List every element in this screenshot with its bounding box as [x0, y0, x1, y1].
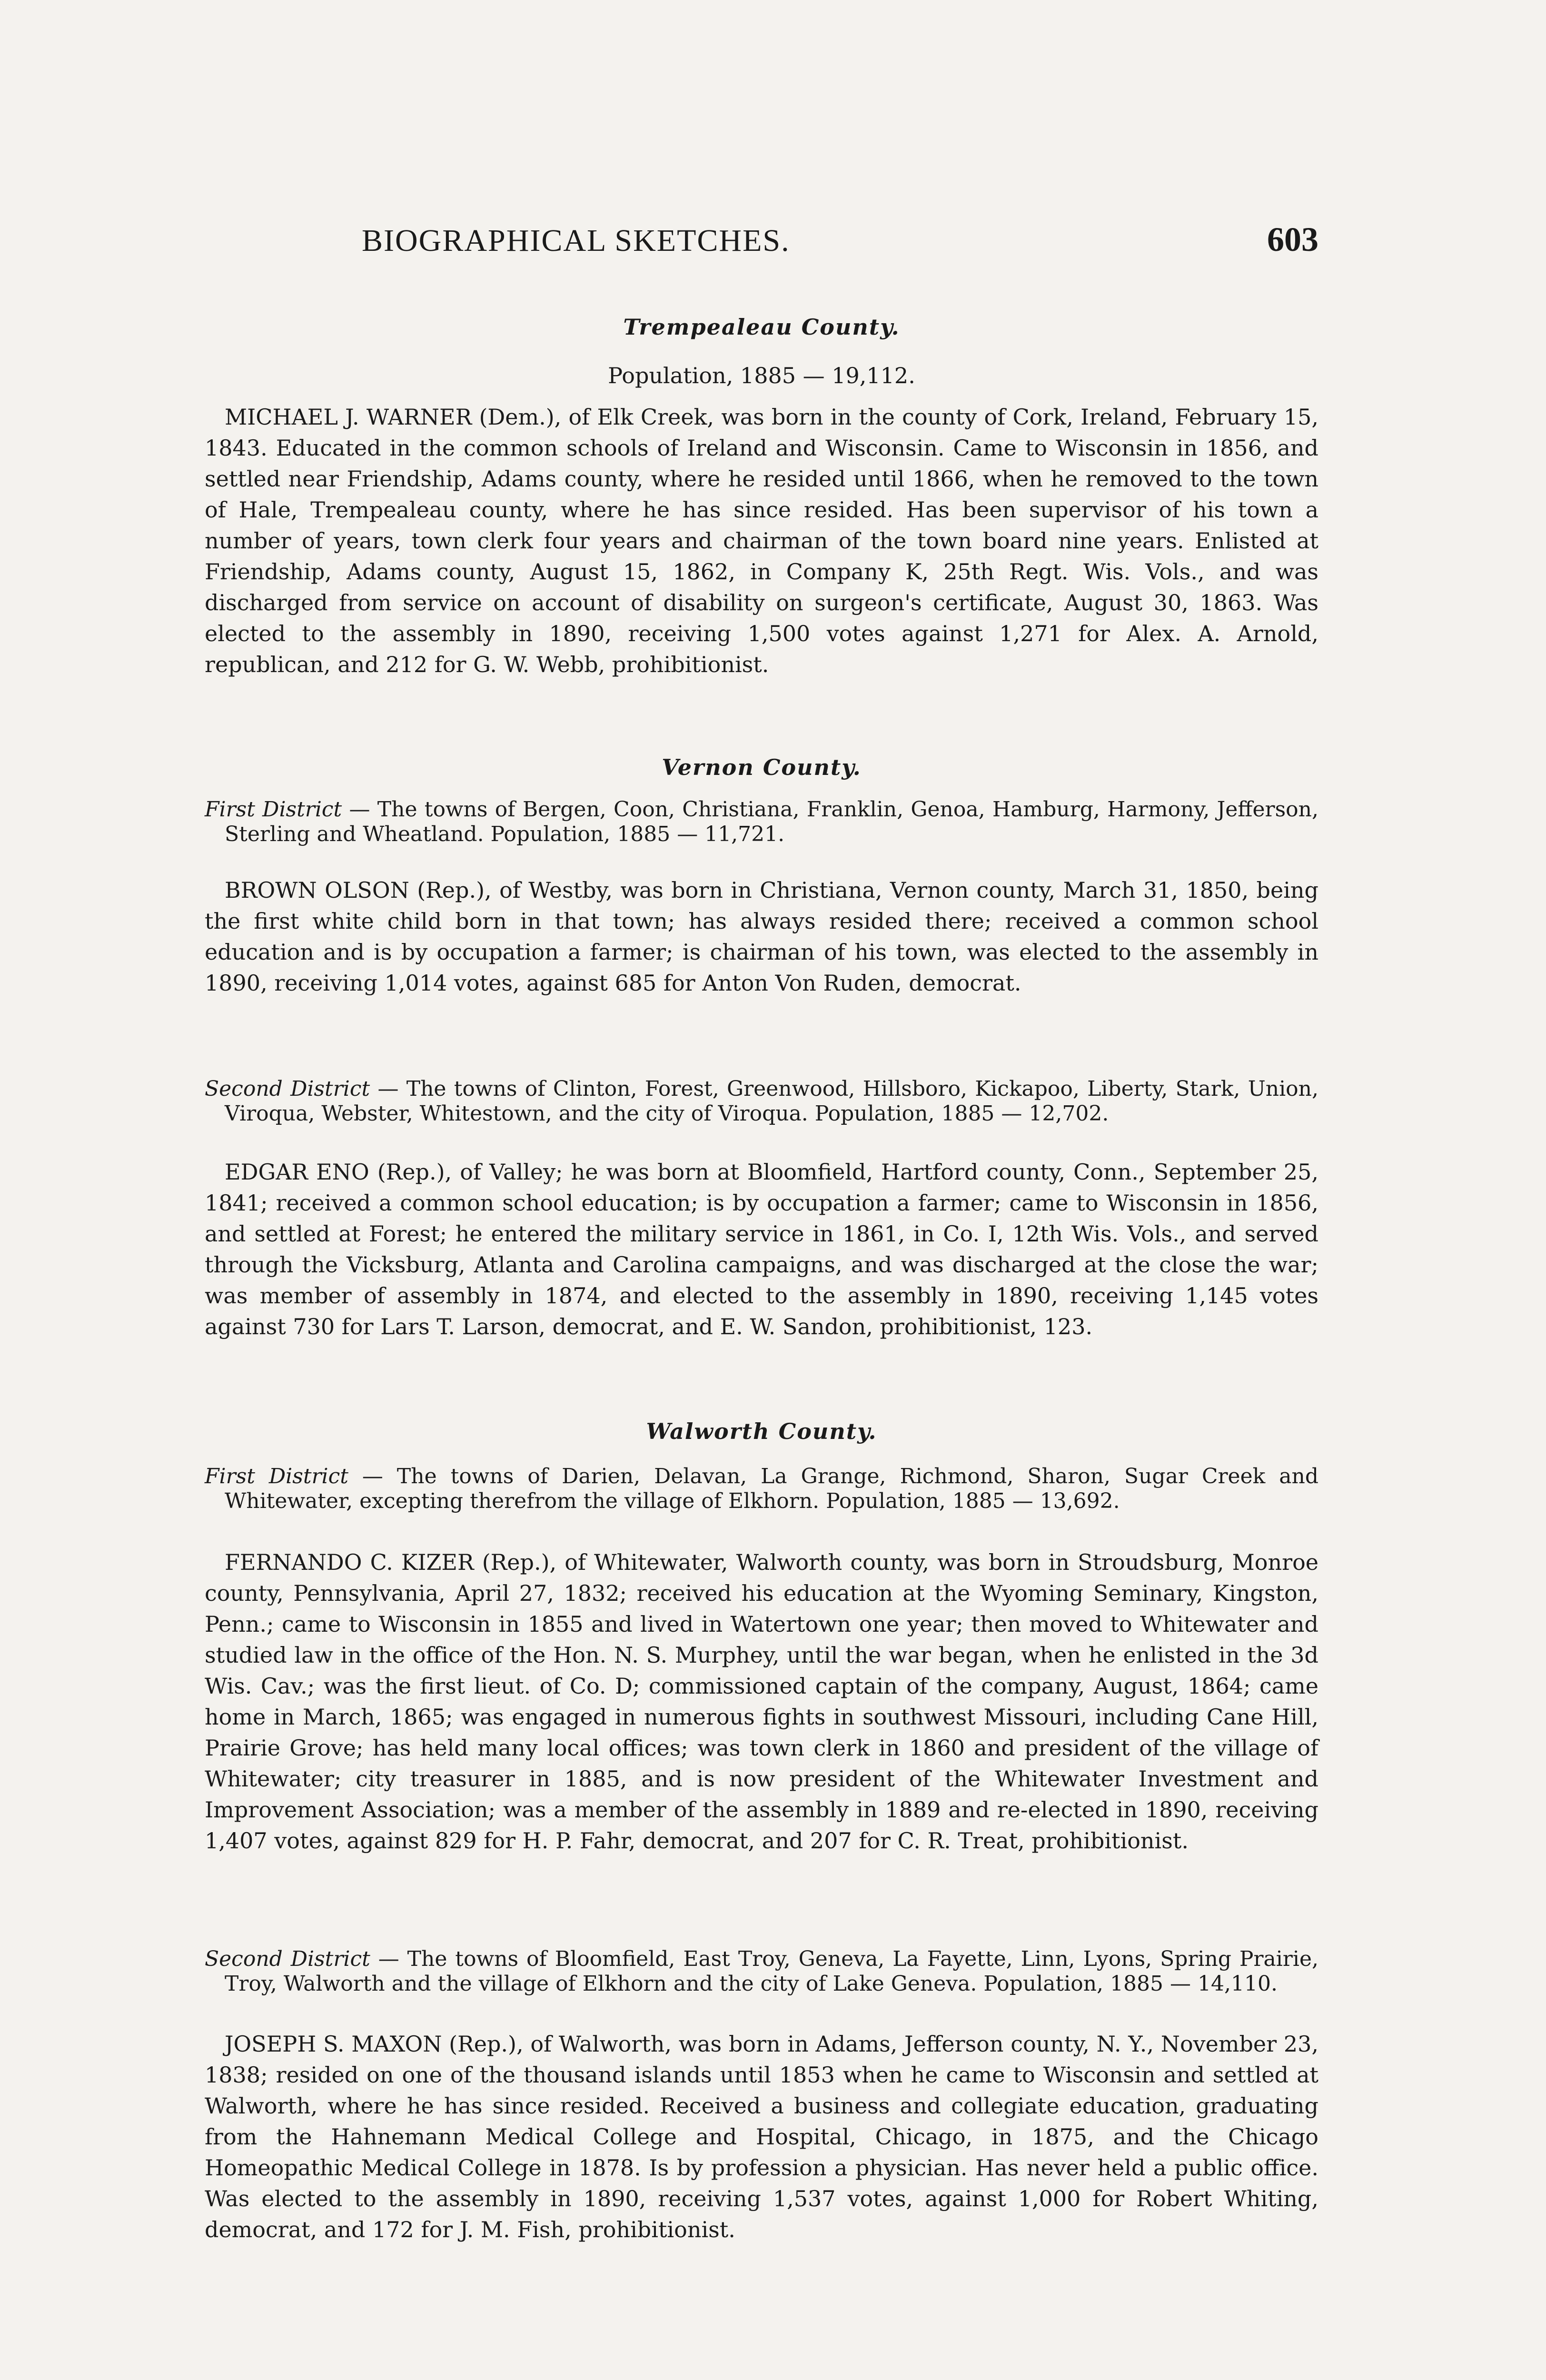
section-walworth	[205, 1418, 1318, 1444]
page	[205, 0, 1318, 2380]
walworth-first-bio	[205, 1547, 1318, 1856]
vernon-second-bio	[205, 1157, 1318, 1342]
county-heading: Walworth County.	[646, 1418, 877, 1444]
county-heading: Vernon County.	[662, 754, 862, 780]
section-trempealeau	[205, 314, 1318, 340]
district-text: — The towns of Clinton, Forest, Greenwood, Hillsboro, Kickapoo, Liberty, Stark, Union, Viroqua, Webster, Whitestown, and the city of Viroqua. Population, 1885 — 12,702.	[225, 1077, 1318, 1126]
walworth-second-bio	[205, 2029, 1318, 2245]
section-vernon	[205, 754, 1318, 780]
walworth-second-district	[205, 1947, 1318, 1996]
page-header	[205, 220, 1318, 270]
biography-paragraph: FERNANDO C. KIZER (Rep.), of Whitewater, Walworth county, was born in Stroudsburg, Monroe county, Pennsylvania, April 27, 1832; received his education at the Wyoming Seminary, Kingston, Penn.; came to Wisconsin in 1855 and lived in Watertown one year; then moved to Whitewater and studied law in the office of the Hon. N. S. Murphey, until the war began, when he enlisted in the 3d Wis. Cav.; was the first lieut. of Co. D; commissioned captain of the company, August, 1864; came home in March, 1865; was engaged in numerous fights in southwest Missouri, including Cane Hill, Prairie Grove; has held many local offices; was town clerk in 1860 and president of the village of Whitewater; city treasurer in 1885, and is now president of the Whitewater Investment and Improvement Association; was a member of the assembly in 1889 and re-elected in 1890, receiving 1,407 votes, against 829 for H. P. Fahr, democrat, and 207 for C. R. Treat, prohibitionist.	[205, 1549, 1318, 1854]
district-text: — The towns of Darien, Delavan, La Grange, Richmond, Sharon, Sugar Creek and Whitewater, excepting therefrom the village of Elkhorn. Population, 1885 — 13,692.	[225, 1464, 1318, 1513]
trempealeau-population	[205, 363, 1318, 388]
district-text: — The towns of Bloomfield, East Troy, Geneva, La Fayette, Linn, Lyons, Spring Prairie, Troy, Walworth and the village of Elkhorn and the city of Lake Geneva. Population, 1885 — 14,110.	[225, 1947, 1318, 1996]
district-description	[205, 1077, 1318, 1126]
biography-paragraph: JOSEPH S. MAXON (Rep.), of Walworth, was born in Adams, Jefferson county, N. Y., November 23, 1838; resided on one of the thousand islands until 1853 when he came to Wisconsin and settled at Walworth, where he has since resided. Received a business and collegiate education, graduating from the Hahnemann Medical College and Hospital, Chicago, in 1875, and the Chicago Homeopathic Medical College in 1878. Is by profession a physician. Has never held a public office. Was elected to the assembly in 1890, receiving 1,537 votes, against 1,000 for Robert Whiting, democrat, and 172 for J. M. Fish, prohibitionist.	[205, 2031, 1318, 2242]
district-description	[205, 1464, 1318, 1514]
population-line: Population, 1885 — 19,112.	[608, 363, 915, 388]
page-number: 603	[1267, 220, 1318, 258]
district-label: First District	[205, 797, 342, 822]
district-label: First District	[205, 1464, 348, 1488]
district-label: Second District	[205, 1947, 370, 1971]
district-description	[205, 797, 1318, 847]
district-text: — The towns of Bergen, Coon, Christiana, Franklin, Genoa, Hamburg, Harmony, Jefferson, Sterling and Wheatland. Population, 1885 — 11,721.	[225, 797, 1318, 846]
vernon-second-district	[205, 1077, 1318, 1126]
vernon-first-bio	[205, 875, 1318, 999]
walworth-first-district	[205, 1464, 1318, 1514]
biography-paragraph: EDGAR ENO (Rep.), of Valley; he was born at Bloomfield, Hartford county, Conn., September 25, 1841; received a common school education; is by occupation a farmer; came to Wisconsin in 1856, and settled at Forest; he entered the military service in 1861, in Co. I, 12th Wis. Vols., and served through the Vicksburg, Atlanta and Carolina campaigns, and was discharged at the close the war; was member of assembly in 1874, and elected to the assembly in 1890, receiving 1,145 votes against 730 for Lars T. Larson, democrat, and E. W. Sandon, prohibitionist, 123.	[205, 1159, 1318, 1339]
district-label: Second District	[205, 1077, 370, 1101]
trempealeau-bio	[205, 402, 1318, 680]
running-title: BIOGRAPHICAL SKETCHES.	[362, 223, 790, 258]
biography-paragraph: BROWN OLSON (Rep.), of Westby, was born in Christiana, Vernon county, March 31, 1850, being the first white child born in that town; has always resided there; received a common school education and is by occupation a farmer; is chairman of his town, was elected to the assembly in 1890, receiving 1,014 votes, against 685 for Anton Von Ruden, democrat.	[205, 877, 1318, 996]
biography-paragraph: MICHAEL J. WARNER (Dem.), of Elk Creek, was born in the county of Cork, Ireland, February 15, 1843. Educated in the common schools of Ireland and Wisconsin. Came to Wisconsin in 1856, and settled near Friendship, Adams county, where he resided until 1866, when he removed to the town of Hale, Trempealeau county, where he has since resided. Has been supervisor of his town a number of years, town clerk four years and chairman of the town board nine years. Enlisted at Friendship, Adams county, August 15, 1862, in Company K, 25th Regt. Wis. Vols., and was discharged from service on account of disability on surgeon's certificate, August 30, 1863. Was elected to the assembly in 1890, receiving 1,500 votes against 1,271 for Alex. A. Arnold, republican, and 212 for G. W. Webb, prohibitionist.	[205, 404, 1318, 677]
district-description	[205, 1947, 1318, 1996]
county-heading: Trempealeau County.	[623, 314, 900, 340]
vernon-first-district	[205, 797, 1318, 847]
